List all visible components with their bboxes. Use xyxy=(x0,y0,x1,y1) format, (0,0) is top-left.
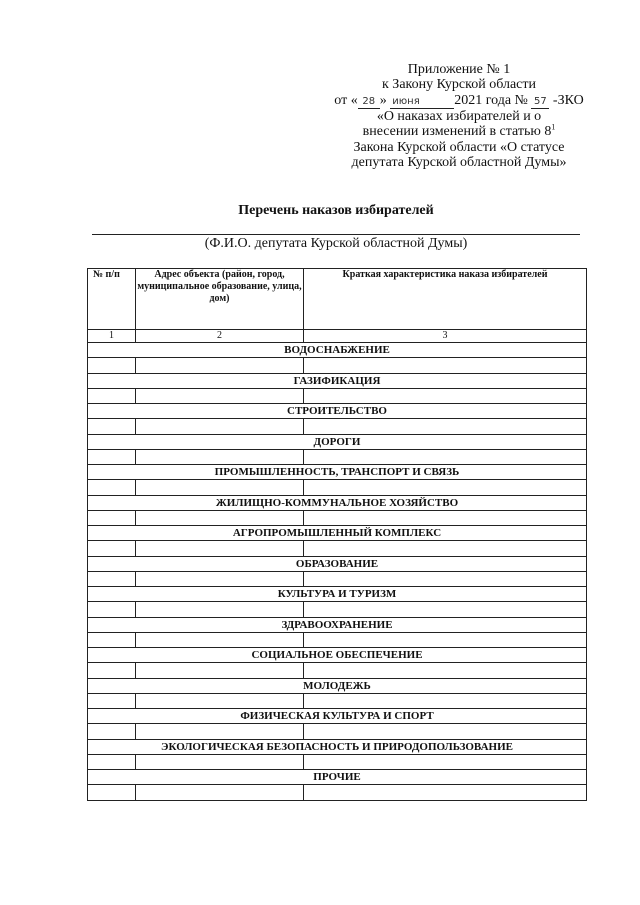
date-prefix: от « xyxy=(334,92,358,108)
entry-address-cell xyxy=(136,571,304,587)
date-mid: » xyxy=(379,92,391,108)
section-heading: ЖИЛИЩНО-КОММУНАЛЬНОЕ ХОЗЯЙСТВО xyxy=(88,495,587,510)
entry-number-cell xyxy=(88,541,136,557)
mandates-table-body xyxy=(88,269,587,801)
empty-entry-row xyxy=(88,724,587,740)
section-heading-row xyxy=(88,617,587,632)
entry-description-cell xyxy=(304,663,587,679)
section-heading-row xyxy=(88,526,587,541)
entry-number-cell xyxy=(88,388,136,404)
column-number-2: 2 xyxy=(136,330,304,343)
section-heading: ЗДРАВООХРАНЕНИЕ xyxy=(88,617,587,632)
law-title-line-3: Закона Курской области «О статусе xyxy=(353,139,565,155)
entry-number-cell xyxy=(88,663,136,679)
entry-description-cell xyxy=(304,785,587,801)
entry-description-cell xyxy=(304,419,587,435)
section-heading-row xyxy=(88,770,587,785)
law-title-line-4: депутата Курской областной Думы» xyxy=(351,155,567,171)
entry-address-cell xyxy=(136,632,304,648)
entry-number-cell xyxy=(88,602,136,618)
section-heading: ПРОЧИЕ xyxy=(88,770,587,785)
empty-entry-row xyxy=(88,571,587,587)
empty-entry-row xyxy=(88,693,587,709)
section-heading-row xyxy=(88,556,587,571)
entry-number-cell xyxy=(88,724,136,740)
section-heading: ПРОМЫШЛЕННОСТЬ, ТРАНСПОРТ И СВЯЗЬ xyxy=(88,465,587,480)
entry-number-cell xyxy=(88,754,136,770)
section-heading-row xyxy=(88,587,587,602)
empty-entry-row xyxy=(88,602,587,618)
section-heading-row xyxy=(88,739,587,754)
section-heading: ОБРАЗОВАНИЕ xyxy=(88,556,587,571)
entry-address-cell xyxy=(136,449,304,465)
law-title-line-1: «О наказах избирателей и о xyxy=(376,108,542,124)
empty-entry-row xyxy=(88,358,587,374)
entry-address-cell xyxy=(136,388,304,404)
entry-address-cell xyxy=(136,663,304,679)
entry-description-cell xyxy=(304,541,587,557)
law-date-line xyxy=(330,93,588,109)
section-heading: ВОДОСНАБЖЕНИЕ xyxy=(88,343,587,358)
deputy-name-line xyxy=(92,234,580,235)
entry-number-cell xyxy=(88,632,136,648)
day-fill: 28 xyxy=(358,96,380,109)
entry-number-cell xyxy=(88,510,136,526)
entry-description-cell xyxy=(304,480,587,496)
entry-address-cell xyxy=(136,724,304,740)
entry-number-cell xyxy=(88,449,136,465)
entry-description-cell xyxy=(304,449,587,465)
section-heading: АГРОПРОМЫШЛЕННЫЙ КОМПЛЕКС xyxy=(88,526,587,541)
section-heading: СТРОИТЕЛЬСТВО xyxy=(88,404,587,419)
section-heading-row xyxy=(88,465,587,480)
section-heading: ГАЗИФИКАЦИЯ xyxy=(88,373,587,388)
entry-description-cell xyxy=(304,632,587,648)
section-heading-row xyxy=(88,373,587,388)
column-header-address: Адрес объекта (район, город, муниципальное образование, улица, дом) xyxy=(136,269,304,330)
section-heading: ДОРОГИ xyxy=(88,434,587,449)
entry-number-cell xyxy=(88,419,136,435)
law-reference: к Закону Курской области xyxy=(382,77,536,93)
table-header-row xyxy=(88,269,587,330)
month-fill: июня xyxy=(390,96,454,109)
empty-entry-row xyxy=(88,663,587,679)
law-title-line-2 xyxy=(330,124,588,139)
entry-address-cell xyxy=(136,602,304,618)
section-heading-row xyxy=(88,404,587,419)
entry-address-cell xyxy=(136,785,304,801)
entry-number-cell xyxy=(88,480,136,496)
column-number-1: 1 xyxy=(88,330,136,343)
entry-address-cell xyxy=(136,693,304,709)
empty-entry-row xyxy=(88,632,587,648)
column-numbers-row xyxy=(88,330,587,343)
section-heading: ФИЗИЧЕСКАЯ КУЛЬТУРА И СПОРТ xyxy=(88,709,587,724)
section-heading-row xyxy=(88,495,587,510)
entry-description-cell xyxy=(304,388,587,404)
appendix-number: Приложение № 1 xyxy=(407,62,511,77)
empty-entry-row xyxy=(88,449,587,465)
entry-description-cell xyxy=(304,602,587,618)
entry-address-cell xyxy=(136,480,304,496)
empty-entry-row xyxy=(88,754,587,770)
entry-address-cell xyxy=(136,541,304,557)
entry-address-cell xyxy=(136,419,304,435)
empty-entry-row xyxy=(88,419,587,435)
empty-entry-row xyxy=(88,388,587,404)
entry-number-cell xyxy=(88,358,136,374)
entry-description-cell xyxy=(304,724,587,740)
page-title: Перечень наказов избирателей xyxy=(238,203,434,218)
section-heading-row xyxy=(88,343,587,358)
entry-description-cell xyxy=(304,571,587,587)
entry-number-cell xyxy=(88,693,136,709)
section-heading-row xyxy=(88,648,587,663)
entry-description-cell xyxy=(304,754,587,770)
entry-address-cell xyxy=(136,358,304,374)
section-heading: КУЛЬТУРА И ТУРИЗМ xyxy=(88,587,587,602)
empty-entry-row xyxy=(88,480,587,496)
article-superscript: 1 xyxy=(551,122,556,132)
section-heading: ЭКОЛОГИЧЕСКАЯ БЕЗОПАСНОСТЬ И ПРИРОДОПОЛЬЗОВАНИЕ xyxy=(88,739,587,754)
column-header-description: Краткая характеристика наказа избирателей xyxy=(304,269,587,330)
mandates-table xyxy=(87,268,587,801)
section-heading-row xyxy=(88,678,587,693)
law-title-text: внесении изменений в статью 8 xyxy=(362,124,552,140)
entry-address-cell xyxy=(136,510,304,526)
section-heading: МОЛОДЕЖЬ xyxy=(88,678,587,693)
column-header-number: № п/п xyxy=(88,269,136,330)
empty-entry-row xyxy=(88,541,587,557)
entry-description-cell xyxy=(304,358,587,374)
empty-entry-row xyxy=(88,510,587,526)
entry-description-cell xyxy=(304,510,587,526)
column-number-3: 3 xyxy=(304,330,587,343)
entry-description-cell xyxy=(304,693,587,709)
section-heading-row xyxy=(88,709,587,724)
entry-number-cell xyxy=(88,571,136,587)
section-heading: СОЦИАЛЬНОЕ ОБЕСПЕЧЕНИЕ xyxy=(88,648,587,663)
deputy-name-caption: (Ф.И.О. депутата Курской областной Думы) xyxy=(204,236,468,251)
law-suffix: -ЗКО xyxy=(549,92,584,108)
appendix-header xyxy=(330,62,588,170)
year-text: 2021 года № xyxy=(454,92,532,108)
empty-entry-row xyxy=(88,785,587,801)
entry-number-cell xyxy=(88,785,136,801)
section-heading-row xyxy=(88,434,587,449)
law-number-fill: 57 xyxy=(531,96,549,109)
entry-address-cell xyxy=(136,754,304,770)
